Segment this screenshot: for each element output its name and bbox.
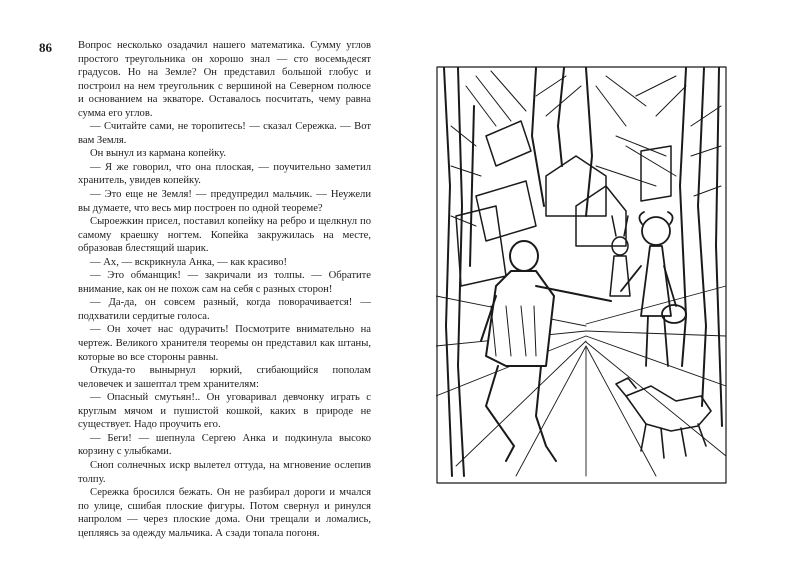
- text-column: [78, 39, 371, 540]
- paragraph: Откуда-то вынырнул юркий, сгибающийся пополам человечек и зашептал трем хранителям:: [78, 365, 371, 390]
- page-number: 86: [39, 40, 52, 55]
- paragraph: Сережка бросился бежать. Он не разбирал дороги и мчался по улице, сшибая плоские фигуры. Потом свернул и ринулся напролом — через плоские дома. Они трещали и ломались, цепляясь за одежду мальчика. А сзади топала погоня.: [78, 487, 371, 539]
- paragraph: — Ах, — вскрикнула Анка, — как красиво!: [90, 256, 288, 268]
- ink-illustration: [436, 66, 727, 484]
- paragraph: Он вынул из кармана копейку.: [90, 148, 227, 160]
- flat-dog: [616, 378, 711, 458]
- paragraph: Сыроежкин присел, поставил копейку на ребро и щелкнул по самому краешку ногтем. Копейка закружилась на месте, образовав блестящий шарик.: [78, 216, 371, 255]
- paragraph: Сноп солнечных искр вылетел оттуда, на мгновение ослепив толпу.: [78, 459, 371, 485]
- paragraph: — Беги! — шепнула Сергею Анка и подкинула высоко корзину с улыбками.: [78, 432, 371, 458]
- paragraph: — Это обманщик! — закричали из толпы. — Обратите внимание, как он не похож сам на себя с разных сторон!: [78, 270, 371, 295]
- paragraph: — Да-да, он совсем разный, когда поворачивается! — подхватили сердитые голоса.: [78, 297, 371, 322]
- paragraph: — Он хочет нас одурачить! Посмотрите внимательно на чертеж. Великого хранителя теоремы он представил как штаны, которые во все стороны равны.: [78, 324, 371, 363]
- flat-houses: [456, 121, 671, 286]
- tree-trunks: [444, 68, 722, 476]
- ground-lines: [436, 286, 726, 476]
- girl-figure: [621, 212, 686, 366]
- boy-figure: [481, 241, 611, 461]
- paragraph: Вопрос несколько озадачил нашего математика. Сумму углов простого треугольника он хорошо знал — сто восемьдесят градусов. Но на Земле? Он представил большой глобус и построил на нем треугольник с вершиной на Северном полюсе и основанием на экваторе. Оставалось посчитать, чему равна сумма его углов.: [78, 40, 371, 119]
- paragraph: — Это еще не Земля! — предупредил мальчик. — Неужели вы думаете, что весь мир построен по одной теореме?: [78, 189, 371, 214]
- paragraph: — Считайте сами, не торопитесь! — сказал Сережка. — Вот вам Земля.: [78, 121, 371, 146]
- paragraph: — Опасный смутьян!.. Он уговаривал девчонку играть с круглым мячом и пушистой кошкой, каких в природе не существует. Надо проучить его.: [78, 392, 371, 431]
- paragraph: — Я же говорил, что она плоская, — поучительно заметил хранитель, увидев копейку.: [78, 161, 371, 187]
